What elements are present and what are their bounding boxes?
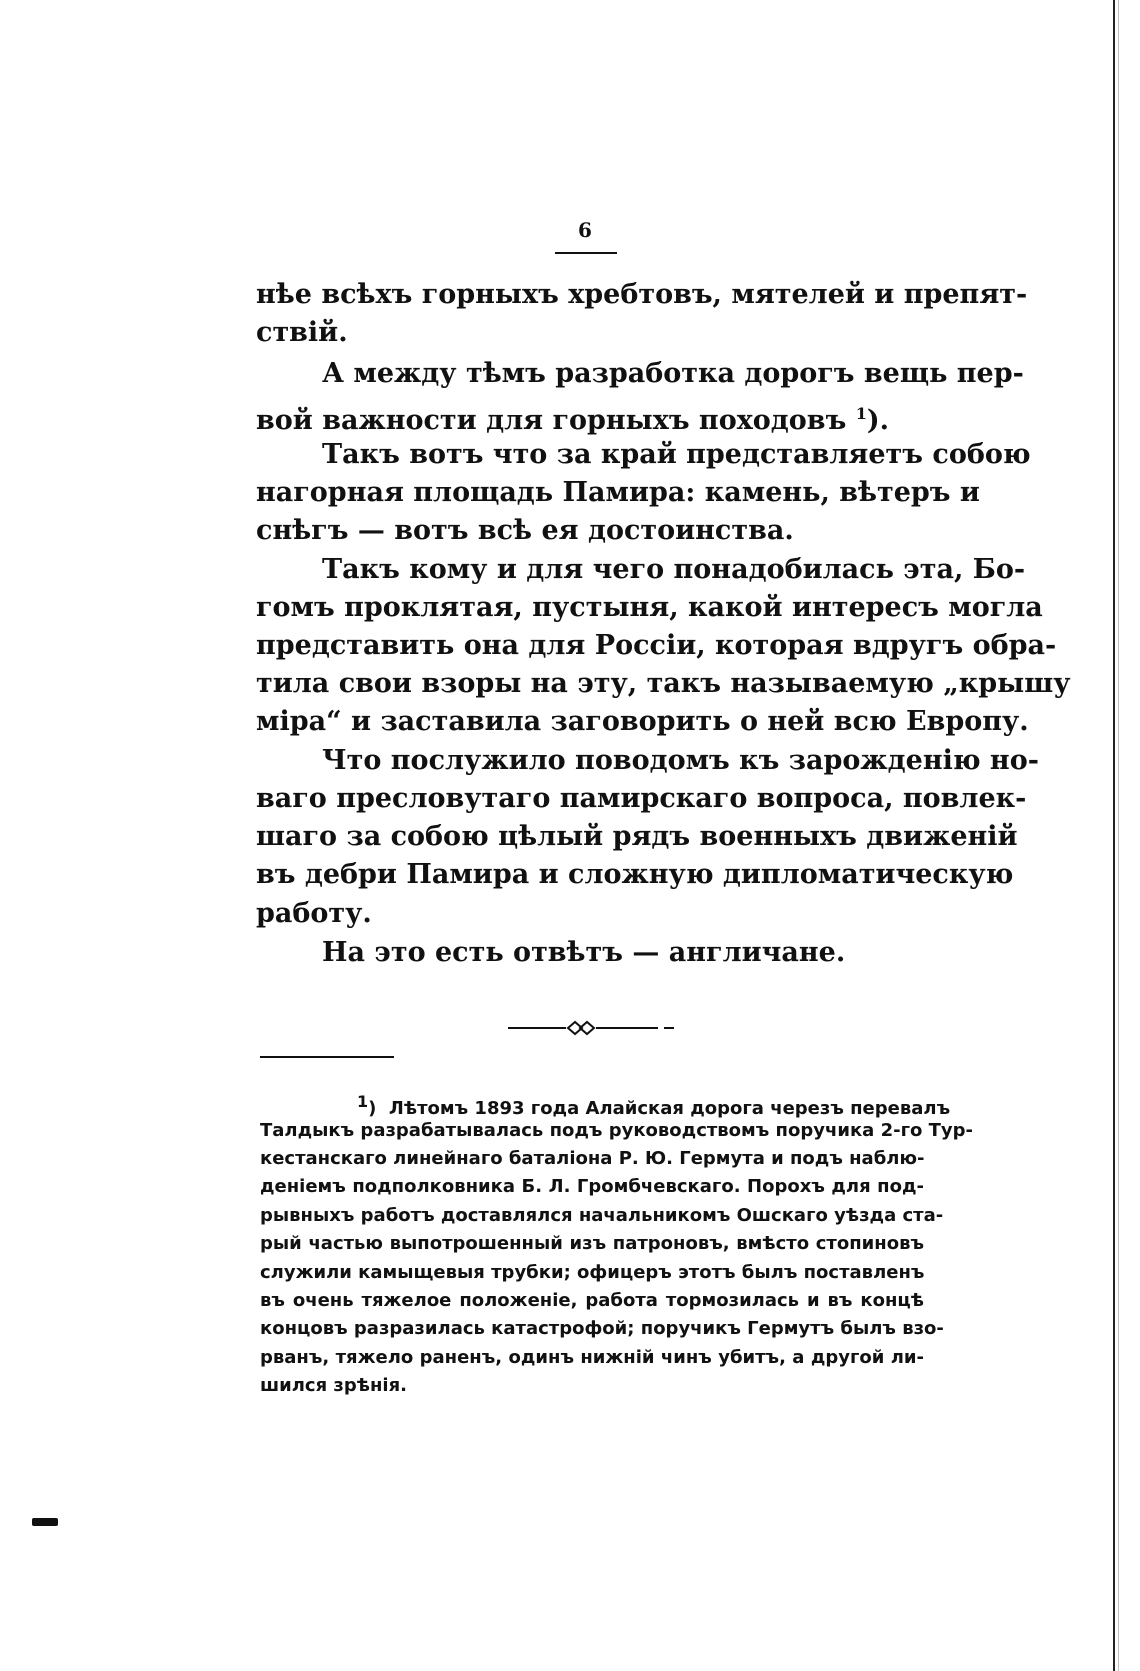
footnote-reference-close: ). (866, 405, 890, 436)
footnote-line: кестанскаго линейнаго баталіона Р. Ю. Гермута и подъ наблю- (260, 1148, 925, 1169)
body-line: гомъ проклятая, пустыня, какой интересъ могла (256, 592, 1043, 623)
body-line: Что послужило поводомъ къ зарожденію но- (322, 745, 1039, 776)
footnote-line: шился зрѣнія. (260, 1375, 407, 1396)
footnote-marker: $^1$) (357, 1092, 377, 1119)
body-line: снѣгъ — вотъ всѣ ея достоинства. (256, 515, 794, 546)
body-line-text: вой важности для горныхъ походовъ (256, 405, 847, 436)
body-line: Такъ кому и для чего понадобилась эта, Бо- (322, 554, 1026, 585)
footnote-line: рывныхъ работъ доставлялся начальникомъ Ошскаго уѣзда ста- (260, 1205, 944, 1226)
footnote-line: рый частью выпотрошенный изъ патроновъ, вмѣсто стопиновъ (260, 1233, 924, 1254)
body-line: ваго пресловутаго памирскаго вопроса, повлек- (256, 783, 1027, 814)
body-line: нагорная площадь Памира: камень, вѣтеръ и (256, 477, 980, 508)
body-line: міра“ и заставила заговорить о ней всю Европу. (256, 706, 1029, 737)
body-line: въ дебри Памира и сложную дипломатическую (256, 859, 1014, 890)
footnote-line: деніемъ подполковника Б. Л. Громбчевскаго. Порохъ для под- (260, 1176, 924, 1197)
footnote-line: въ очень тяжелое положеніе, работа тормозилась и въ концѣ (260, 1290, 924, 1311)
body-line: тила свои взоры на эту, такъ называемую „крышу (256, 668, 1071, 699)
body-line: шаго за собою цѣлый рядъ военныхъ движеній (256, 821, 1018, 852)
scan-speck (32, 1518, 58, 1526)
footnote-text: Лѣтомъ 1893 года Алайская дорога черезъ перевалъ (388, 1098, 951, 1119)
body-line: представить она для Россіи, которая вдругъ обра- (256, 630, 1057, 661)
footnote-line: служили камыщевыя трубки; офицеръ этотъ былъ поставленъ (260, 1262, 925, 1283)
footnote-line: Талдыкъ разрабатывалась подъ руководствомъ поручика 2-го Тур- (260, 1120, 973, 1141)
page-number: 6 (578, 218, 592, 242)
body-line: работу. (256, 898, 372, 929)
footnote-line: рванъ, тяжело раненъ, одинъ нижній чинъ убитъ, а другой ли- (260, 1347, 924, 1368)
body-line: Такъ вотъ что за край представляетъ собою (322, 439, 1031, 470)
footnote-line: концовъ разразилась катастрофой; поручикъ Гермутъ былъ взо- (260, 1318, 944, 1339)
body-line: ствій. (256, 317, 348, 348)
page-edge-shadow (1118, 0, 1119, 1671)
diamond-ornament-icon (508, 1018, 678, 1038)
body-line: А между тѣмъ разработка дорогъ вещь пер- (322, 358, 1024, 389)
body-line-with-footnote-ref (256, 397, 924, 438)
body-line: На это есть отвѣтъ — англичане. (322, 937, 846, 968)
page-number-rule (555, 252, 617, 254)
body-line: нѣе всѣхъ горныхъ хребтовъ, мятелей и препят- (256, 279, 1028, 310)
page-edge-line (1113, 0, 1115, 1671)
footnote-reference: 1 (855, 404, 867, 423)
footnote-separator (260, 1056, 394, 1058)
